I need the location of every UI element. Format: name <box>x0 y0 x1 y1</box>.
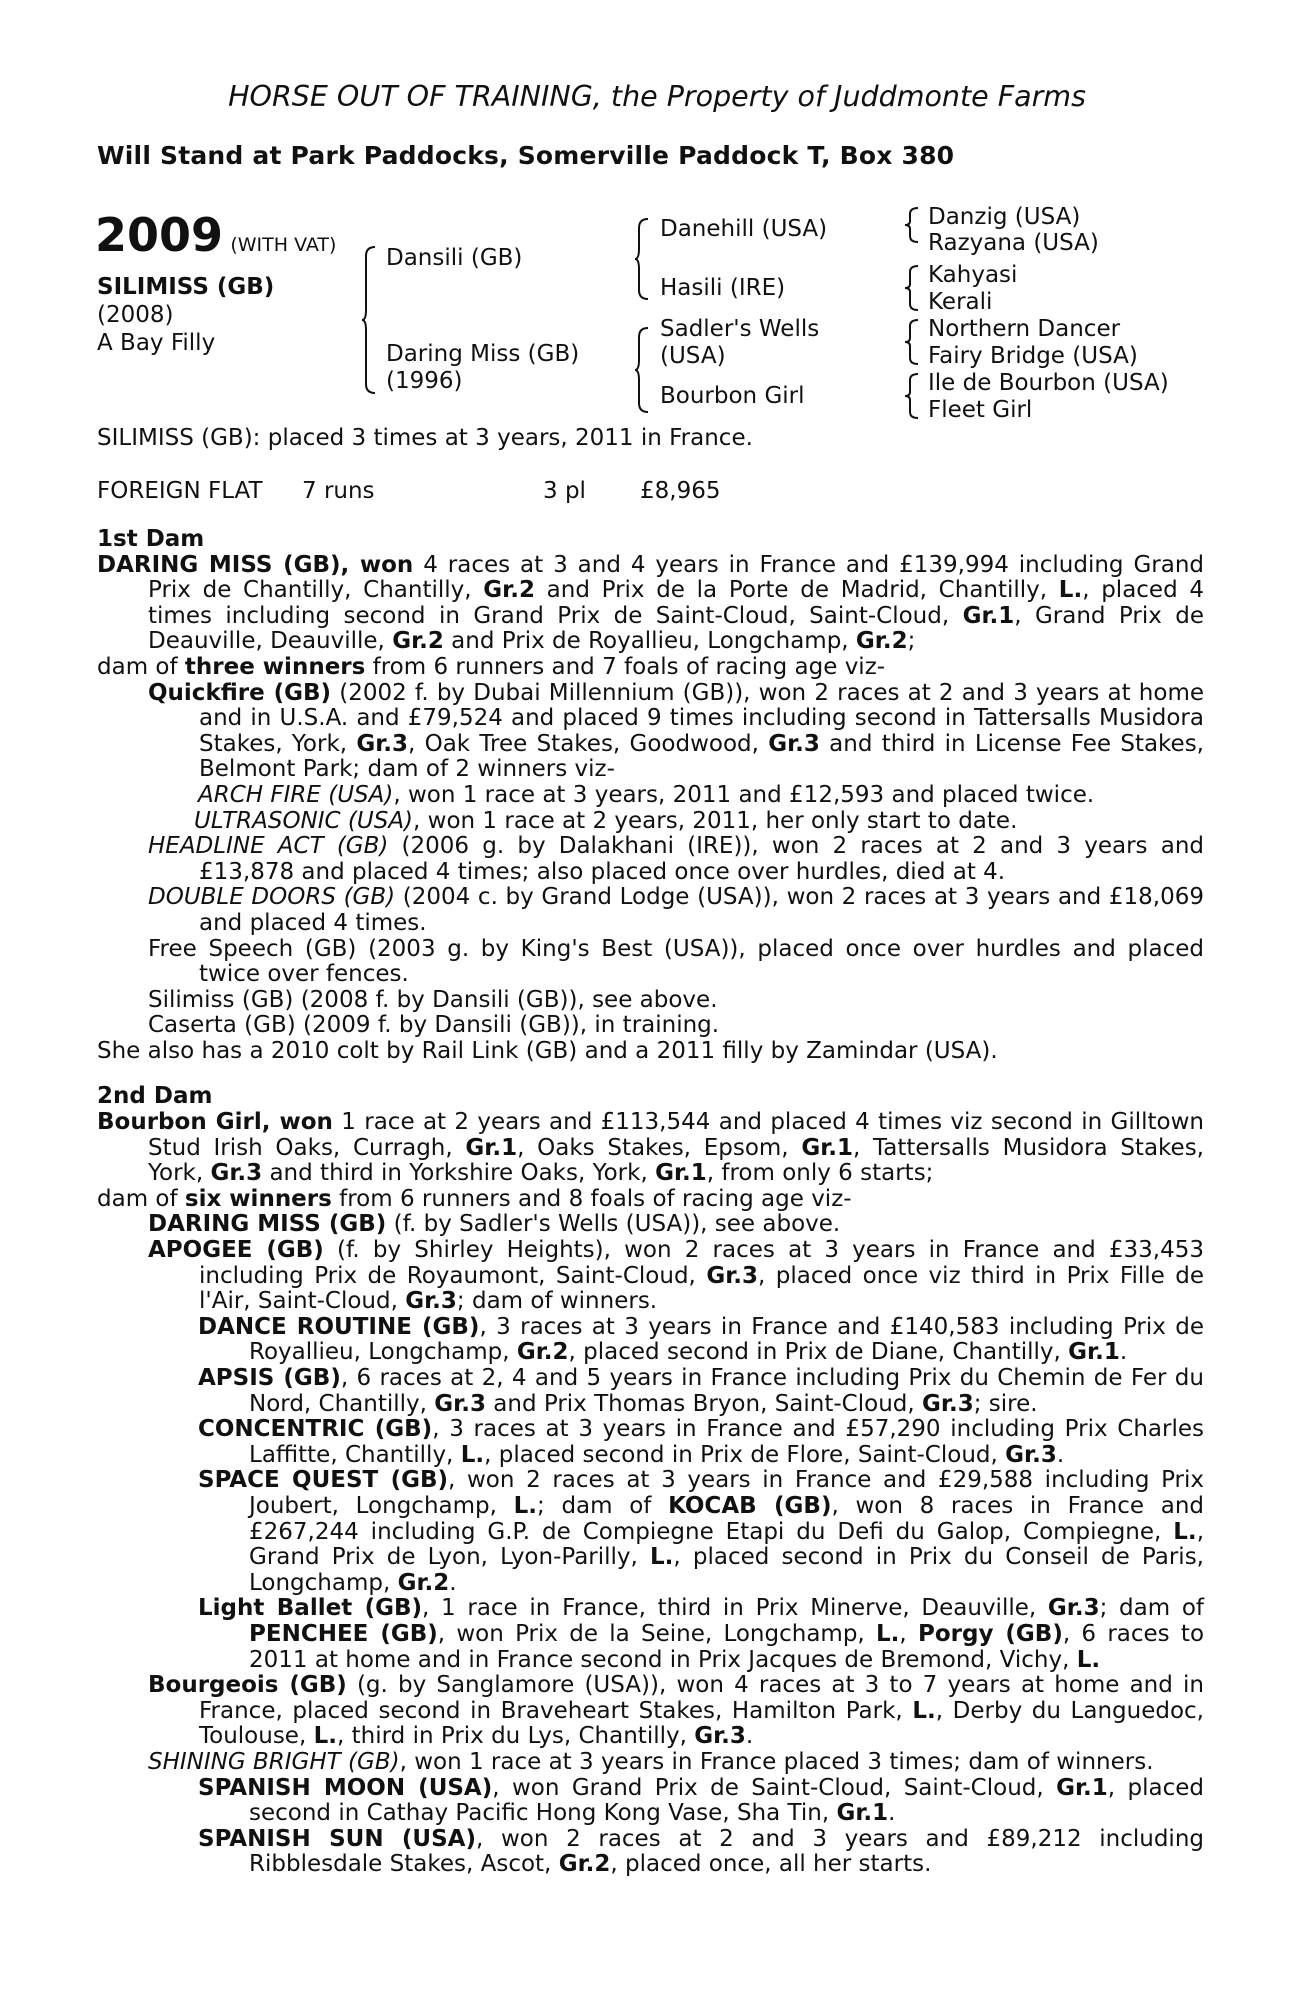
produce-concentric: CONCENTRIC (GB), 3 races at 3 years in France and £57,290 including Prix Charles Laffitte, Chantilly, L., placed second in Prix de Flore, Saint-Cloud, Gr.3. <box>198 1416 1205 1468</box>
pedigree-brace-2b <box>636 327 650 413</box>
pedigree-dam: Daring Miss (GB) <box>386 341 580 367</box>
pedigree-dds: Ile de Bourbon (USA) <box>928 370 1169 396</box>
produce-bourgeois: Bourgeois (GB) (g. by Sanglamore (USA)), won 4 races at 3 to 7 years at home and in France, placed second in Braveheart Stakes, Hamilton Park, L., Derby du Languedoc, Toulouse, L., third in Prix du Lys, Chantilly, Gr.3. <box>148 1672 1204 1750</box>
produce-silimiss: Silimiss (GB) (2008 f. by Dansili (GB)), see above. <box>148 986 718 1013</box>
produce-dance-routine: DANCE ROUTINE (GB), 3 races at 3 years in France and £140,583 including Prix de Royallieu, Longchamp, Gr.2, placed second in Prix de Diane, Chantilly, Gr.1. <box>198 1313 1204 1366</box>
produce-double-doors: DOUBLE DOORS (GB) (2004 c. by Grand Lodge (USA)), won 2 races at 3 years and £18,069 and placed 4 times. <box>148 884 1204 936</box>
first-dam-entry: DARING MISS (GB), won 4 races at 3 and 4 years in France and £139,994 including Grand Prix de Chantilly, Chantilly, Gr.2 and Prix de la Porte de Madrid, Chantilly, L., placed 4 times including second in Grand Prix de Saint-Cloud, Saint-Cloud, Gr.1, Grand Prix de Deauville, Deauville, Gr.2 and Prix de Royallieu, Longchamp, Gr.2; <box>97 551 1205 655</box>
lot-year: 2009 <box>95 208 224 262</box>
first-dam-produce-summary: dam of three winners from 6 runners and 7 foals of racing age viz- <box>97 653 886 680</box>
pedigree-brace-3d <box>906 373 920 419</box>
produce-light-ballet: Light Ballet (GB), 1 race in France, third in Prix Minerve, Deauville, Gr.3; dam of PENCHEE (GB), won Prix de la Seine, Longchamp, L., Porgy (GB), 6 races to 2011 at home and in France second in Prix Jacques de Bremond, Vichy, L. <box>198 1595 1205 1673</box>
pedigree-dam-year: (1996) <box>386 368 463 394</box>
pedigree-sire: Dansili (GB) <box>386 245 523 271</box>
produce-caserta: Caserta (GB) (2009 f. by Dansili (GB)), in training. <box>148 1012 720 1039</box>
pedigree-sire-dam: Hasili (IRE) <box>660 275 786 301</box>
pedigree-brace-3c <box>906 319 920 365</box>
race-summary: SILIMISS (GB): placed 3 times at 3 years, 2011 in France. <box>97 425 753 451</box>
produce-arch-fire: ARCH FIRE (USA), won 1 race at 3 years, 2011 and £12,593 and placed twice. <box>198 781 1095 808</box>
produce-daring-miss: DARING MISS (GB) (f. by Sadler's Wells (USA)), see above. <box>148 1211 841 1238</box>
pedigree-brace-3b <box>906 265 920 311</box>
family-notes <box>97 527 1204 1878</box>
horse-name: SILIMISS (GB) <box>97 274 275 300</box>
pedigree-sds: Kahyasi <box>928 262 1018 288</box>
produce-apogee: APOGEE (GB) (f. by Shirley Heights), won 2 races at 3 years in France and £33,453 including Prix de Royaumont, Saint-Cloud, Gr.3, placed once viz third in Prix Fille de l'Air, Saint-Cloud, Gr.3; dam of winners. <box>148 1237 1204 1315</box>
pedigree-sss: Danzig (USA) <box>928 204 1081 230</box>
produce-ultrasonic: ULTRASONIC (USA), won 1 race at 2 years, 2011, her only start to date. <box>194 807 1018 834</box>
second-dam-heading: 2nd Dam <box>97 1083 213 1110</box>
produce-apsis: APSIS (GB), 6 races at 2, 4 and 5 years in France including Prix du Chemin de Fer du Nord, Chantilly, Gr.3 and Prix Thomas Bryon, Saint-Cloud, Gr.3; sire. <box>198 1365 1204 1417</box>
record-label: FOREIGN FLAT <box>97 478 263 504</box>
pedigree-sire-sire: Danehill (USA) <box>660 216 828 242</box>
produce-free-speech: Free Speech (GB) (2003 g. by King's Best (USA)), placed once over hurdles and placed twice over fences. <box>148 935 1204 988</box>
page-title: HORSE OUT OF TRAINING, the Property of Juddmonte Farms <box>228 80 1086 113</box>
pedigree-ssd: Razyana (USA) <box>928 230 1099 256</box>
produce-headline-act: HEADLINE ACT (GB) (2006 g. by Dalakhani (IRE)), won 2 races at 2 and 3 years and £13,878 and placed 4 times; also placed once over hurdles, died at 4. <box>148 833 1204 885</box>
horse-description: A Bay Filly <box>97 330 216 356</box>
record-placed: 3 pl <box>543 478 586 504</box>
foaled-year: (2008) <box>97 302 174 328</box>
pedigree-brace-1 <box>363 246 377 394</box>
pedigree-dss: Northern Dancer <box>928 316 1121 342</box>
second-dam-entry: Bourbon Girl, won 1 race at 2 years and £113,544 and placed 4 times viz second in Gilltown Stud Irish Oaks, Curragh, Gr.1, Oaks Stakes, Epsom, Gr.1, Tattersalls Musidora Stakes, York, Gr.3 and third in Yorkshire Oaks, York, Gr.1, from only 6 starts; <box>97 1109 1204 1187</box>
vat-note: (WITH VAT) <box>230 234 337 256</box>
record-runs: 7 runs <box>302 478 375 504</box>
pedigree-dsd: Fairy Bridge (USA) <box>928 343 1138 369</box>
pedigree-brace-3a <box>906 207 920 243</box>
pedigree-ddd: Fleet Girl <box>928 397 1033 423</box>
pedigree-dam-sire-country: (USA) <box>660 343 726 369</box>
lot-year-row <box>95 210 336 260</box>
first-dam-heading: 1st Dam <box>97 526 205 552</box>
pedigree-dam-sire: Sadler's Wells <box>660 316 820 342</box>
stand-location: Will Stand at Park Paddocks, Somerville Paddock T, Box 380 <box>97 141 955 170</box>
pedigree-brace-2a <box>636 218 650 300</box>
produce-spanish-sun: SPANISH SUN (USA), won 2 races at 2 and 3 years and £89,212 including Ribblesdale Stakes, Ascot, Gr.2, placed once, all her starts. <box>198 1825 1204 1878</box>
produce-shining-bright: SHINING BRIGHT (GB), won 1 race at 3 years in France placed 3 times; dam of winners. <box>148 1748 1154 1775</box>
produce-quickfire: Quickfire (GB) (2002 f. by Dubai Millennium (GB)), won 2 races at 2 and 3 years at home and in U.S.A. and £79,524 and placed 9 times including second in Tattersalls Musidora Stakes, York, Gr.3, Oak Tree Stakes, Goodwood, Gr.3 and third in License Fee Stakes, Belmont Park; dam of 2 winners viz- <box>148 679 1204 783</box>
produce-space-quest: SPACE QUEST (GB), won 2 races at 3 years in France and £29,588 including Prix Joubert, Longchamp, L.; dam of KOCAB (GB), won 8 races in France and £267,244 including G.P. de Compiegne Etapi du Defi du Galop, Compiegne, L., Grand Prix de Lyon, Lyon-Parilly, L., placed second in Prix du Conseil de Paris, Longchamp, Gr.2. <box>198 1467 1204 1596</box>
pedigree-dam-dam: Bourbon Girl <box>660 383 805 409</box>
produce-spanish-moon: SPANISH MOON (USA), won Grand Prix de Saint-Cloud, Saint-Cloud, Gr.1, placed second in Cathay Pacific Hong Kong Vase, Sha Tin, Gr.1. <box>198 1774 1204 1827</box>
record-earnings: £8,965 <box>640 478 721 504</box>
pedigree-sdd: Kerali <box>928 289 993 315</box>
first-dam-also: She also has a 2010 colt by Rail Link (GB) and a 2011 filly by Zamindar (USA). <box>97 1037 998 1064</box>
second-dam-produce-summary: dam of six winners from 6 runners and 8 foals of racing age viz- <box>97 1185 852 1212</box>
